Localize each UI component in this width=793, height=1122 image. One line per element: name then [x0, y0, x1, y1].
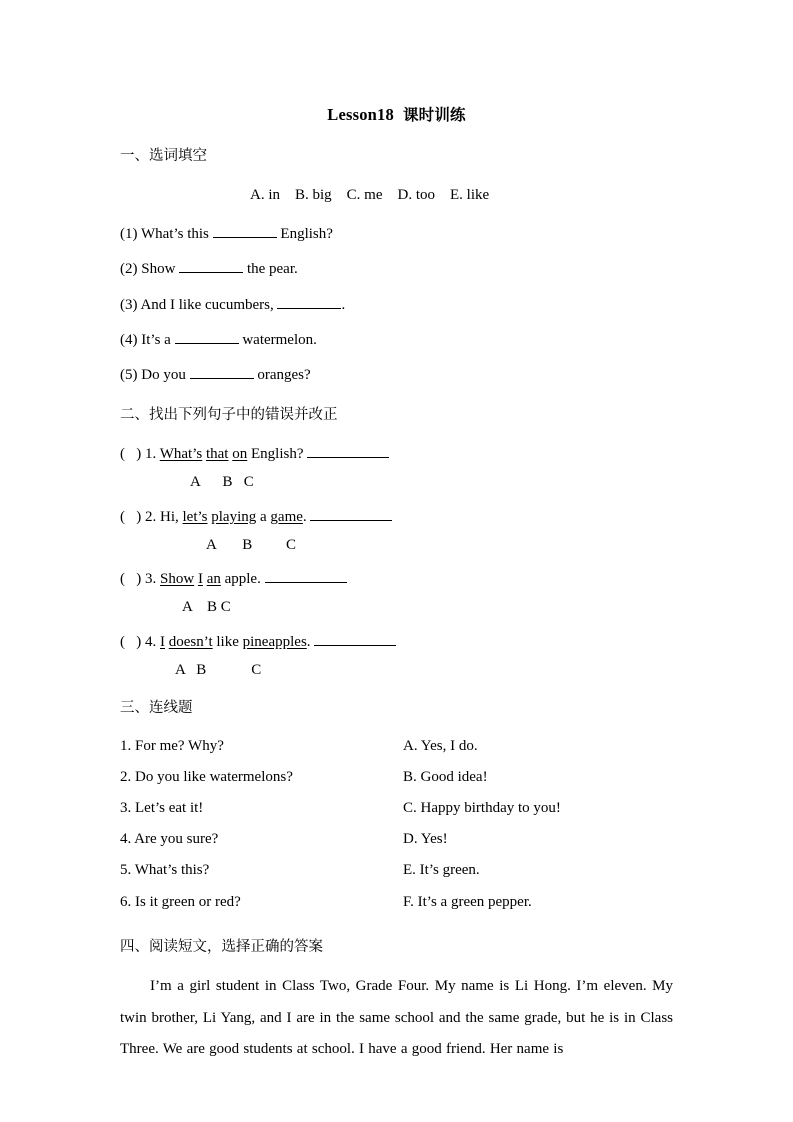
underlined-segment-a: I	[160, 633, 165, 650]
choice-bracket[interactable]: ( )	[120, 571, 145, 588]
matching-prompt[interactable]: 2. Do you like watermelons?	[120, 768, 293, 785]
item-text-before: What’s this	[140, 226, 213, 243]
item-number: (1)	[120, 226, 138, 243]
underlined-segment-a: Show	[160, 571, 195, 588]
underlined-segment-b: that	[205, 446, 229, 463]
item-tail: English?	[247, 446, 304, 463]
item-number: (5)	[120, 367, 138, 384]
underlined-segment-b: doesn’t	[168, 633, 213, 650]
matching-row	[120, 769, 673, 800]
choice-labels: A B C	[175, 661, 262, 678]
matching-answer[interactable]: C. Happy birthday to you!	[403, 800, 561, 817]
matching-list	[120, 738, 673, 925]
item-tail: .	[306, 633, 311, 650]
section-three-heading: 三、连线题	[120, 700, 193, 717]
error-correction-list	[120, 445, 673, 679]
choice-labels: A B C	[206, 536, 297, 553]
fill-in-blank-item	[120, 225, 673, 244]
matching-row	[120, 862, 673, 893]
matching-row	[120, 738, 673, 769]
item-text-after: .	[341, 296, 346, 313]
matching-row	[120, 800, 673, 831]
correction-blank[interactable]	[314, 645, 396, 646]
item-text-after: oranges?	[253, 367, 311, 384]
underlined-segment-c: game	[270, 508, 303, 525]
reading-passage: I’m a girl student in Class Two, Grade Four. My name is Li Hong. I’m eleven. My twin brother, Li Yang, and I are in the same school and the same grade, but he is in Class Three. We are good students at school. I have a good friend. Her name is	[120, 978, 673, 1058]
choice-bracket[interactable]: ( )	[120, 633, 145, 650]
item-tail: .	[302, 508, 307, 525]
page-title	[120, 100, 673, 125]
item-text-after: the pear.	[243, 261, 298, 278]
section-one-heading: 一、选词填空	[120, 148, 207, 164]
item-text-after: watermelon.	[238, 331, 317, 348]
section-two-heading: 二、找出下列句子中的错误并改正	[120, 406, 338, 423]
answer-blank[interactable]	[190, 378, 254, 379]
correction-blank[interactable]	[265, 582, 347, 583]
fill-in-blank-item	[120, 296, 673, 315]
item-text-before: Show	[141, 261, 180, 278]
error-correction-item	[120, 508, 673, 527]
item-tail: apple.	[220, 571, 261, 588]
segment-gap: a	[256, 508, 271, 525]
choice-bracket[interactable]: ( )	[120, 508, 145, 525]
word-bank: A. in B. big C. me D. too E. like	[250, 187, 490, 204]
choice-labels: A B C	[190, 474, 254, 491]
section-four-heading: 四、阅读短文，选择正确的答案	[120, 938, 323, 955]
matching-answer[interactable]: E. It’s green.	[403, 862, 480, 879]
answer-blank[interactable]	[277, 308, 341, 309]
item-number: (2)	[120, 261, 138, 278]
segment-gap: like	[212, 633, 243, 650]
item-number: 3.	[145, 571, 160, 588]
answer-blank[interactable]	[175, 343, 239, 344]
underlined-segment-b: I	[197, 571, 203, 588]
error-correction-item	[120, 570, 673, 589]
matching-answer[interactable]: D. Yes!	[403, 831, 448, 848]
title-chinese: 课时训练	[402, 106, 466, 124]
matching-prompt[interactable]: 3. Let’s eat it!	[120, 800, 204, 817]
matching-answer[interactable]: B. Good idea!	[403, 768, 488, 785]
correction-blank[interactable]	[307, 457, 389, 458]
answer-blank[interactable]	[179, 272, 243, 273]
error-correction-item	[120, 633, 673, 652]
item-number: 1.	[145, 446, 160, 463]
matching-row	[120, 831, 673, 862]
matching-answer[interactable]: A. Yes, I do.	[403, 737, 478, 754]
matching-prompt[interactable]: 5. What’s this?	[120, 862, 210, 879]
fill-in-blank-list	[120, 225, 673, 385]
item-number: 2.	[145, 508, 160, 525]
answer-blank[interactable]	[213, 237, 277, 238]
item-number: (4)	[120, 331, 138, 348]
choice-bracket[interactable]: ( )	[120, 446, 145, 463]
item-number: 4.	[145, 633, 160, 650]
fill-in-blank-item	[120, 366, 673, 385]
item-text-before: It’s a	[141, 331, 175, 348]
matching-prompt[interactable]: 1. For me? Why?	[120, 737, 224, 754]
page-content	[120, 100, 673, 1066]
fill-in-blank-item	[120, 331, 673, 350]
matching-prompt[interactable]: 6. Is it green or red?	[120, 893, 241, 910]
choice-labels: A B C	[182, 599, 231, 616]
item-text-before: Do you	[141, 367, 190, 384]
title-lesson: Lesson18	[327, 105, 394, 124]
matching-answer[interactable]: F. It’s a green pepper.	[403, 893, 532, 910]
item-text-after: English?	[276, 226, 333, 243]
fill-in-blank-item	[120, 260, 673, 279]
matching-prompt[interactable]: 4. Are you sure?	[120, 831, 219, 848]
item-text-before: And I like cucumbers,	[140, 296, 278, 313]
underlined-segment-c: an	[206, 571, 221, 588]
underlined-segment-a: What’s	[159, 446, 203, 463]
underlined-segment-a: let’s	[182, 508, 208, 525]
underlined-segment-c: pineapples	[242, 633, 307, 650]
item-prefix: Hi,	[160, 508, 183, 525]
error-correction-item	[120, 445, 673, 464]
matching-row	[120, 894, 673, 925]
underlined-segment-c: on	[232, 446, 248, 463]
correction-blank[interactable]	[310, 520, 392, 521]
underlined-segment-b: playing	[211, 508, 257, 525]
item-number: (3)	[120, 296, 138, 313]
